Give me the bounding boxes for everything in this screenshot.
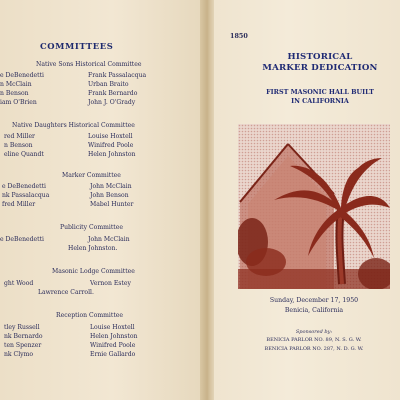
committee-member: iam O'Brien xyxy=(0,99,37,106)
committee-member: Ernie Gallardo xyxy=(90,351,136,358)
committee-member: John McClain xyxy=(90,183,132,190)
committees-title: COMMITTEES xyxy=(40,41,114,51)
year-label: 1850 xyxy=(230,32,248,40)
masonic-hall-photo xyxy=(238,124,390,289)
committee-member: n Benson xyxy=(0,90,29,97)
committee-title-marker: Marker Committee xyxy=(62,172,121,179)
committee-member: nk Passalacqua xyxy=(2,192,50,199)
committee-title-native-daughters: Native Daughters Historical Committee xyxy=(12,122,135,129)
committee-member: Mabel Hunter xyxy=(90,201,134,208)
committee-member: e DeBenedetti xyxy=(0,236,45,243)
committee-member: Louise Hoxtell xyxy=(90,324,135,331)
palm-tree-photo-image xyxy=(238,124,390,289)
sponsor-line: BENICIA PARLOR NO. 89, N. S. G. W. xyxy=(266,337,362,343)
sponsor-line: BENICIA PARLOR NO. 287, N. D. G. W. xyxy=(264,346,364,352)
committee-member: Frank Bernardo xyxy=(88,90,138,97)
committee-member: Urban Braito xyxy=(88,81,129,88)
committee-member: Winifred Poole xyxy=(90,342,136,349)
committee-title-reception: Reception Committee xyxy=(56,312,123,319)
headline-line-2: MARKER DEDICATION xyxy=(262,63,378,73)
committee-member: Lawrence Carroll. xyxy=(38,289,94,296)
committee-member: tley Russell xyxy=(4,324,40,331)
committee-member: n McClain xyxy=(0,81,32,88)
committee-member: John McClain xyxy=(88,236,130,243)
event-date: Sunday, December 17, 1950 xyxy=(269,297,359,304)
committee-member: eline Quandt xyxy=(4,151,44,158)
headline xyxy=(260,52,380,74)
committee-member: Vernon Estey xyxy=(90,280,131,287)
committee-member: nk Clymo xyxy=(4,351,34,358)
committee-member: nk Bernardo xyxy=(4,333,43,340)
headline-line-1: HISTORICAL xyxy=(287,52,353,62)
committee-title-native-sons: Native Sons Historical Committee xyxy=(36,61,142,68)
committee-member: John Benson xyxy=(90,192,129,199)
committee-member: e DeBenedetti xyxy=(0,72,45,79)
committee-member: Frank Passalacqua xyxy=(88,72,147,79)
committee-member: Louise Hoxtell xyxy=(88,133,133,140)
committee-member: red Miller xyxy=(4,133,35,140)
committee-member: e DeBenedetti xyxy=(2,183,47,190)
committee-member: ten Spenzer xyxy=(4,342,42,349)
event-place: Benicia, California xyxy=(284,307,344,314)
subhead-line-1: FIRST MASONIC HALL BUILT xyxy=(266,88,374,96)
committee-title-publicity: Publicity Committee xyxy=(60,224,123,231)
committee-member: Helen Johnston xyxy=(90,333,138,340)
sponsored-by-label: Sponsored by: xyxy=(295,329,333,335)
committee-member: n Benson xyxy=(4,142,33,149)
right-page-cover xyxy=(214,0,400,400)
committee-member: Helen Johnston. xyxy=(68,245,118,252)
committee-member: fred Miller xyxy=(2,201,36,208)
subhead-line-2: IN CALIFORNIA xyxy=(291,97,349,105)
subheadline xyxy=(250,88,390,106)
committee-member: John J. O'Grady xyxy=(88,99,136,106)
committee-title-masonic-lodge: Masonic Lodge Committee xyxy=(52,268,135,275)
committee-member: Winifred Poole xyxy=(88,142,134,149)
committee-member: ght Wood xyxy=(4,280,34,287)
committee-member: Helen Johnston xyxy=(88,151,136,158)
